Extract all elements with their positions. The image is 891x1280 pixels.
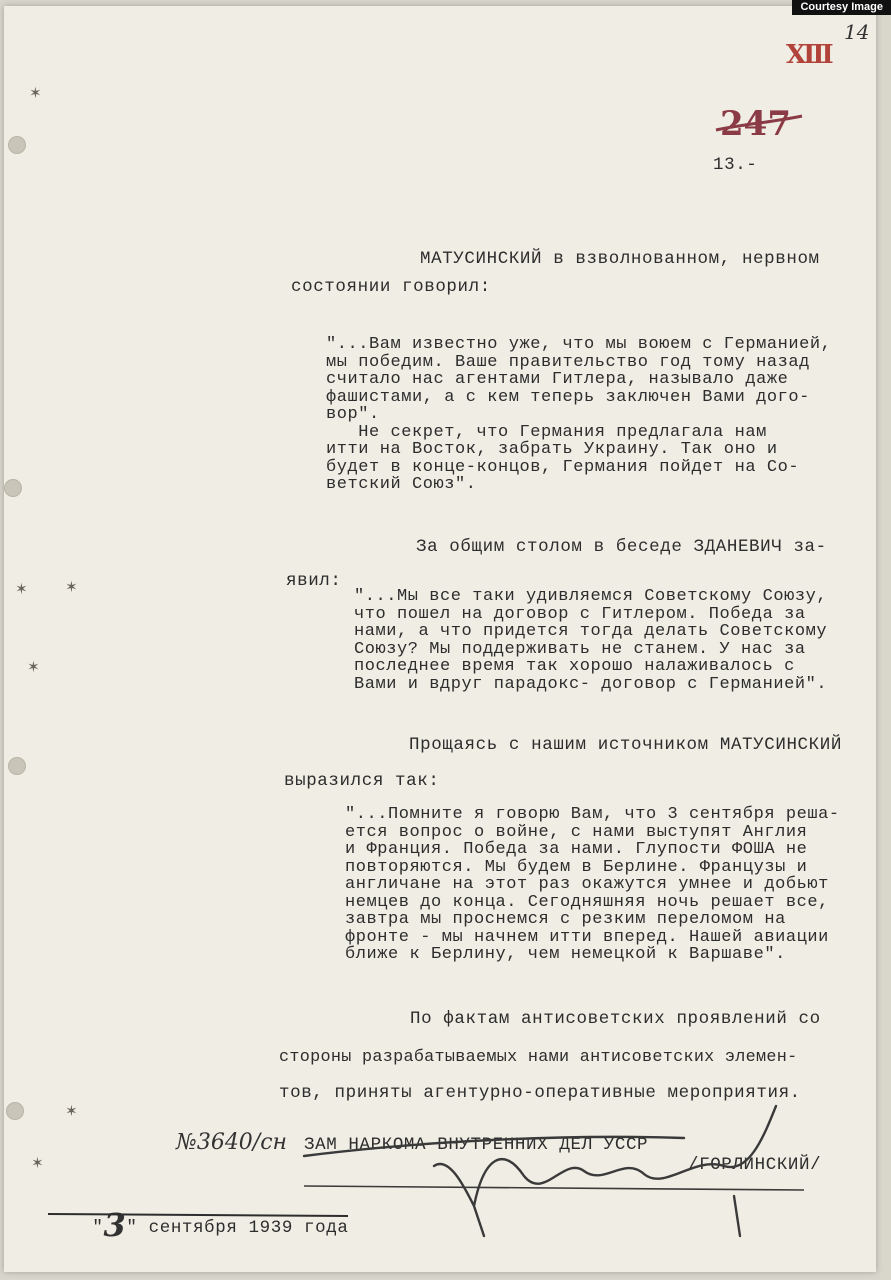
tear-mark-icon: ✶ <box>32 1154 43 1174</box>
struck-number: 247 <box>720 104 791 144</box>
quote-1-line: будет в конце-концов, Германия пойдет на Со- <box>326 457 800 477</box>
binder-hole <box>6 1102 24 1120</box>
registration-number: №3640/сн <box>176 1130 288 1155</box>
tear-mark-icon: ✶ <box>66 578 77 598</box>
date-day: 3 <box>103 1206 127 1244</box>
tear-mark-icon: ✶ <box>16 580 27 600</box>
paragraph-1-line-2: состоянии говорил: <box>291 277 491 297</box>
quote-3-line: ется вопрос о войне, с нами выступят Англия <box>345 822 808 842</box>
page-number: 13.- <box>713 155 758 175</box>
quote-1-line: мы победим. Ваше правительство год тому назад <box>326 352 810 372</box>
paragraph-2-line-2: явил: <box>286 571 342 591</box>
binder-hole <box>4 479 22 497</box>
quote-3-line: и Франция. Победа за нами. Глупости ФОША не <box>345 840 808 859</box>
document-page <box>4 6 876 1272</box>
paragraph-2-line-1: За общим столом в беседе ЗДАНЕВИЧ за- <box>416 537 827 557</box>
quote-3-line: завтра мы проснемся с резким переломом на <box>345 910 786 929</box>
quote-3-line: "...Помните я говорю Вам, что 3 сентября реша- <box>345 805 840 824</box>
quote-3-line: повторяются. Мы будем в Берлине. Французы и <box>345 857 808 877</box>
paragraph-3-line-2: выразился так: <box>284 771 440 791</box>
quote-2-line: "...Мы все таки удивляемся Советскому Союзу, <box>354 587 828 606</box>
paragraph-4-line-2: стороны разрабатываемых нами антисоветских элемен- <box>279 1048 798 1067</box>
tear-mark-icon: ✶ <box>28 658 39 678</box>
quote-1 <box>326 336 831 494</box>
tear-mark-icon: ✶ <box>30 84 41 104</box>
quote-2-line: Вами и вдруг парадокс- договор с Германией". <box>354 674 828 694</box>
paragraph-4-line-3: тов, приняты агентурно-оперативные мероприятия. <box>279 1083 801 1103</box>
courtesy-label: Courtesy Image <box>792 0 891 15</box>
quote-2-line: последнее время так хорошо налаживалось с <box>354 657 795 676</box>
document-date <box>48 1182 348 1260</box>
quote-1-line: Не секрет, что Германия предлагала нам <box>326 422 767 442</box>
pencil-page-number: 14 <box>844 20 870 44</box>
paragraph-1-line-1: МАТУСИНСКИЙ в взволнованном, нервном <box>420 249 820 269</box>
date-open-quote: " <box>92 1218 104 1238</box>
quote-1-line: вор". <box>326 405 380 424</box>
quote-2 <box>354 588 827 693</box>
quote-3-line: немцев до конца. Сегодняшняя ночь решает все, <box>345 892 829 912</box>
quote-3 <box>345 806 840 964</box>
quote-3-line: ближе к Берлину, чем немецкой к Варшаве". <box>345 945 786 964</box>
signatory-title: ЗАМ НАРКОМА ВНУТРЕННИХ ДЕЛ УССР <box>304 1135 649 1155</box>
quote-1-line: "...Вам известно уже, что мы воюем с Германией, <box>326 335 832 354</box>
signatory-name: /ГОРЛИНСКИЙ/ <box>688 1155 822 1175</box>
paragraph-3-line-1: Прощаясь с нашим источником МАТУСИНСКИЙ <box>409 735 842 755</box>
quote-2-line: Союзу? Мы поддерживать не станем. У нас за <box>354 639 806 659</box>
quote-3-line: фронте - мы начнем итти вперед. Нашей авиации <box>345 927 829 947</box>
signature-underline <box>304 1186 804 1190</box>
date-text: " сентября 1939 года <box>126 1218 349 1238</box>
quote-1-line: считало нас агентами Гитлера, называло даже <box>326 370 789 389</box>
quote-2-line: что пошел на договор с Гитлером. Победа за <box>354 604 806 624</box>
quote-3-line: англичане на этот раз окажутся умнее и добьют <box>345 875 829 894</box>
binder-hole <box>8 757 26 775</box>
quote-1-line: итти на Восток, забрать Украину. Так оно и <box>326 440 778 459</box>
quote-2-line: нами, а что придется тогда делать Советскому <box>354 622 828 641</box>
tear-mark-icon: ✶ <box>66 1102 77 1122</box>
quote-1-line: фашистами, а с кем теперь заключен Вами дого- <box>326 387 810 407</box>
quote-1-line: ветский Союз". <box>326 475 477 494</box>
binder-hole <box>8 136 26 154</box>
paragraph-4-line-1: По фактам антисоветских проявлений со <box>410 1009 821 1029</box>
red-roman-numeral: XIII <box>786 40 831 70</box>
